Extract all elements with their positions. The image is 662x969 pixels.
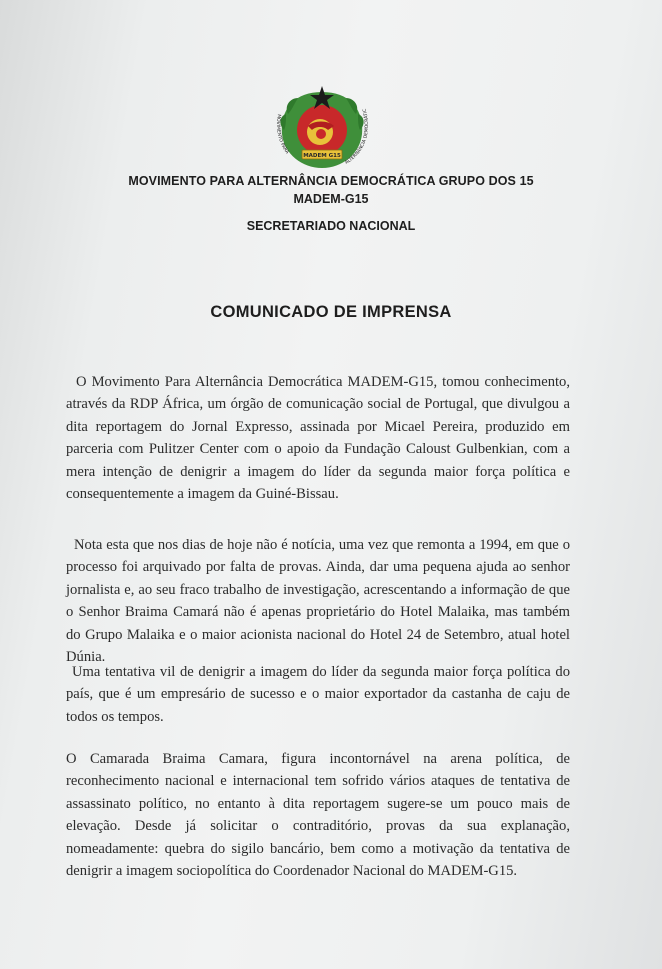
secretariat-name: SECRETARIADO NACIONAL — [246, 219, 416, 233]
paragraph-4: O Camarada Braima Camara, figura incontornável na arena política, de reconhecimento nacional e internacional tem sofrido vários ataques de tentativa de assassinato político, no entanto à dita reportagem sugere-se um pouco mais de elevação. Desde já solicitar o contraditório, provas da sua explanação, nomeadamente: quebra do sigilo bancário, bem como a motivação da tentativa de denigrir a imagem sociopolítica do Coordenador Nacional do MADEM-G15. — [66, 751, 570, 880]
party-logo — [268, 84, 376, 176]
logo-arc-right: ALTERNÂNCIA DEMOCRÁTIC — [344, 108, 370, 166]
logo-banner-text: MADEM G15 — [303, 153, 341, 159]
document-title: COMUNICADO DE IMPRENSA — [210, 303, 452, 321]
paragraph-1: O Movimento Para Alternância Democrática MADEM-G15, tomou conhecimento, através da RDP África, um órgão de comunicação social de Portugal, que divulgou a dita reportagem do Jornal Expresso, assinada por Micael Pereira, produzido em parceria com Pulitzer Center com o apoio da Fundação Caloust Gulbenkian, com a mera intenção de denigrir a imagem do líder da segunda maior força política e consequentemente a imagem da Guiné-Bissau. — [66, 374, 570, 503]
organization-abbreviation: MADEM-G15 — [293, 192, 369, 206]
organization-name: MOVIMENTO PARA ALTERNÂNCIA DEMOCRÁTICA GRUPO DOS 15 — [128, 174, 534, 188]
paragraph-3: Uma tentativa vil de denigrir a imagem do líder da segunda maior força política do país, que é um empresário de sucesso e o maior exportador da castanha de caju de todos os tempos. — [66, 664, 570, 725]
paragraph-2: Nota esta que nos dias de hoje não é notícia, uma vez que remonta a 1994, em que o processo foi arquivado por falta de provas. Ainda, dar uma pequena ajuda ao senhor jornalista e, ao seu fraco trabalho de investigação, acrescentando a informação de que o Senhor Braima Camará não é apenas proprietário do Hotel Malaika, mas também do Grupo Malaika e o maior acionista nacional do Hotel 24 de Setembro, atual hotel Dúnia. — [66, 537, 570, 666]
logo-arc-left: MOVIMENTO PARA — [274, 113, 290, 156]
